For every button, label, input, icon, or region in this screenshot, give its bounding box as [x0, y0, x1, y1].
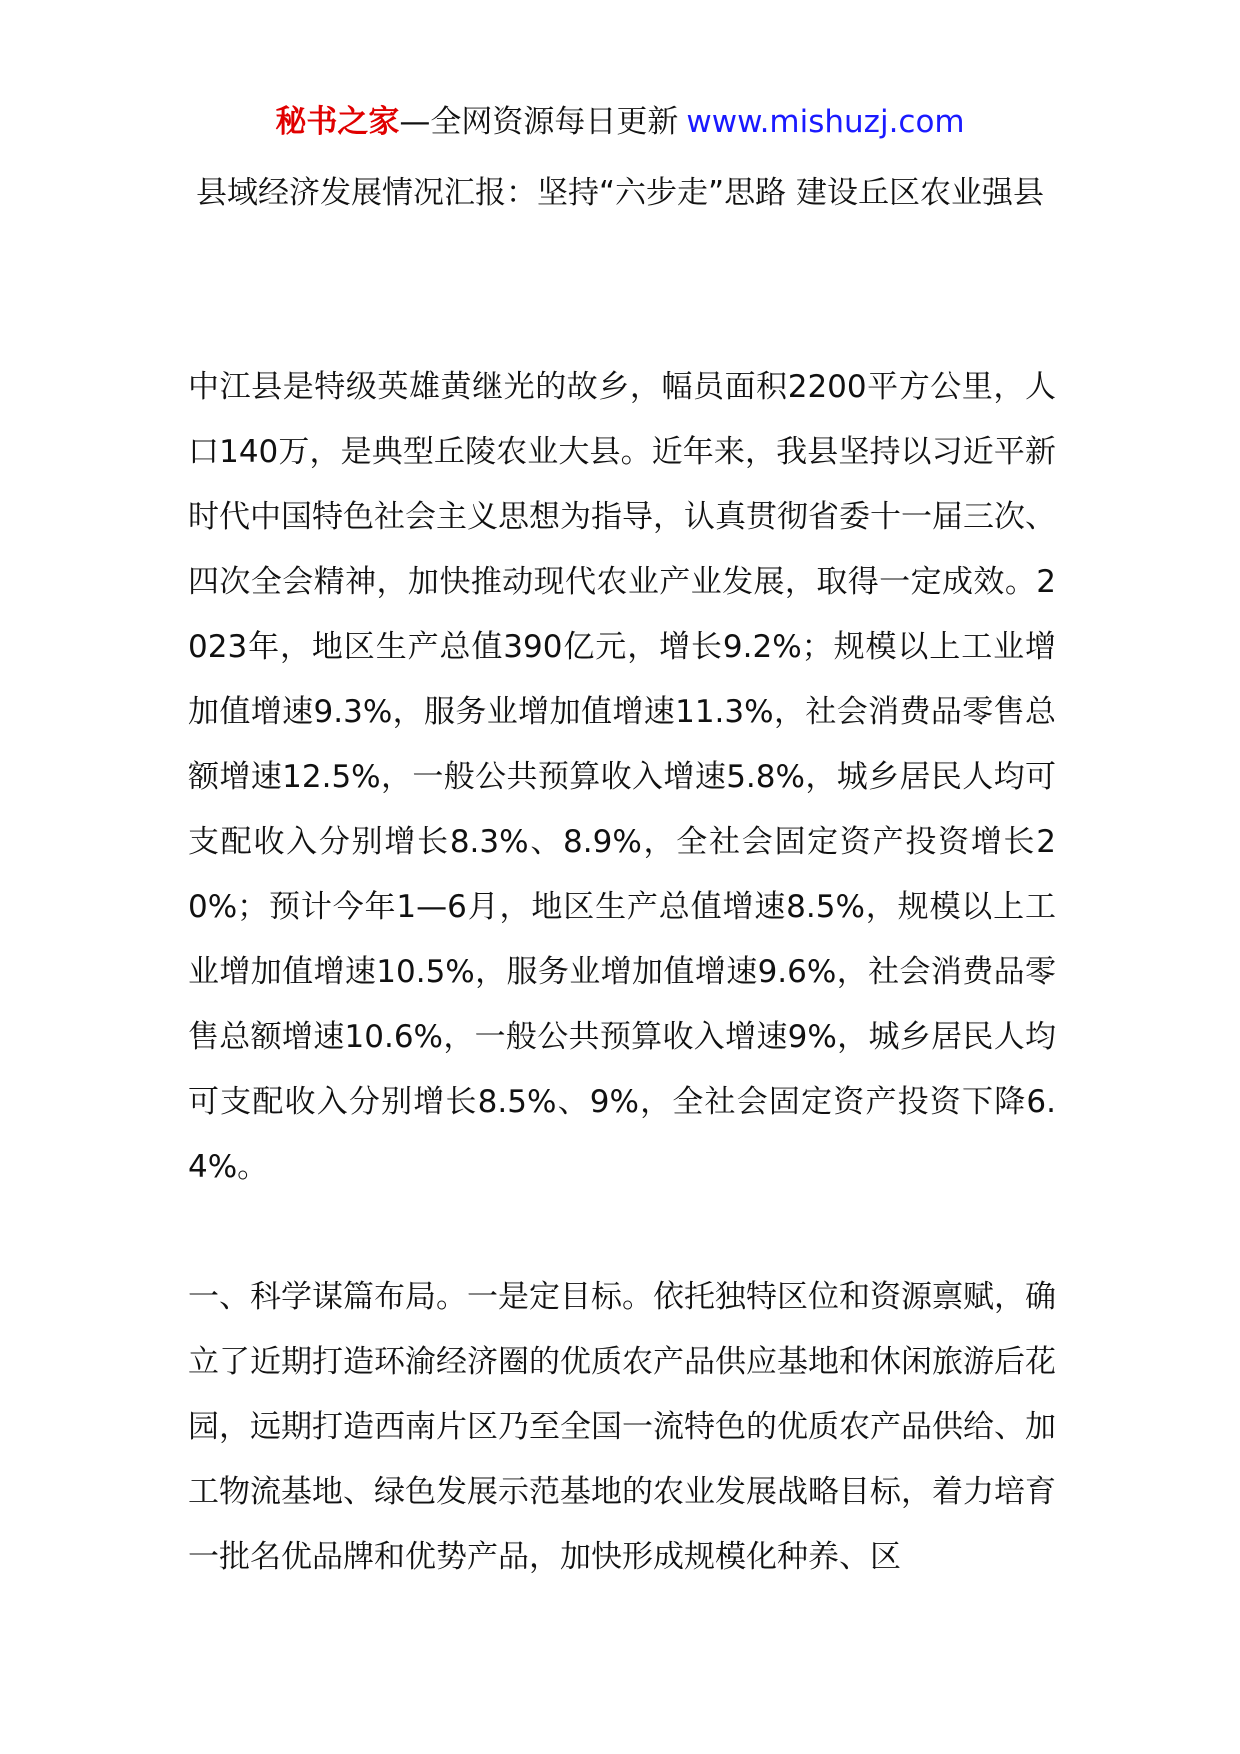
document-title: 县域经济发展情况汇报：坚持“六步走”思路 建设丘区农业强县: [196, 175, 1044, 211]
header-tagline: —全网资源每日更新: [399, 104, 679, 140]
paragraph-section-one: 一、科学谋篇布局。一是定目标。依托独特区位和资源禀赋，确立了近期打造环渝经济圈的优质农产品供应基地和休闲旅游后花园，远期打造西南片区乃至全国一流特色的优质农产品供给、加工物流基地、绿色发展示范基地的农业发展战略目标，着力培育一批名优品牌和优势产品，加快形成规模化种养、区: [188, 1279, 1056, 1575]
paragraph-overview: 中江县是特级英雄黄继光的故乡，幅员面积2200平方公里，人口140万，是典型丘陵农业大县。近年来，我县坚持以习近平新时代中国特色社会主义思想为指导，认真贯彻省委十一届三次、四次全会精神，加快推动现代农业产业发展，取得一定成效。2023年，地区生产总值390亿元，增长9.2%；规模以上工业增加值增速9.3%，服务业增加值增速11.3%，社会消费品零售总额增速12.5%，一般公共预算收入增速5.8%，城乡居民人均可支配收入分别增长8.3%、8.9%，全社会固定资产投资增长20%；预计今年1—6月，地区生产总值增速8.5%，规模以上工业增加值增速10.5%，服务业增加值增速9.6%，社会消费品零售总额增速10.6%，一般公共预算收入增速9%，城乡居民人均可支配收入分别增长8.5%、9%，全社会固定资产投资下降6.4%。: [188, 369, 1056, 1185]
site-header: [0, 100, 1240, 144]
site-url-link[interactable]: www.mishuzj.com: [686, 104, 965, 140]
brand-name: 秘书之家: [275, 104, 400, 140]
